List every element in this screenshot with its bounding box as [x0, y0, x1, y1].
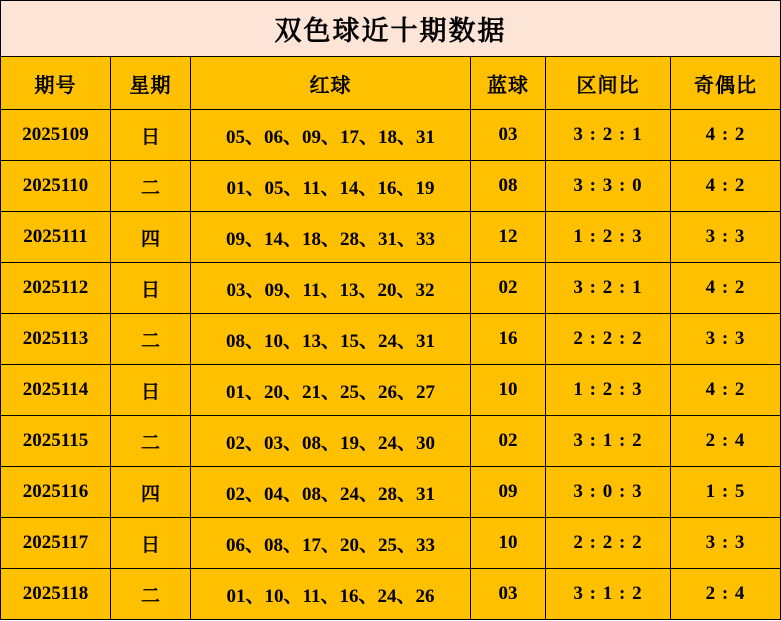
table-row	[1, 467, 781, 518]
cell-red-balls: 02、04、08、24、28、31	[191, 467, 471, 518]
cell-parity-ratio: 2 : 4	[671, 569, 781, 620]
cell-issue: 2025116	[1, 467, 111, 518]
cell-parity-ratio: 3 : 3	[671, 212, 781, 263]
table-row	[1, 314, 781, 365]
cell-red-balls: 08、10、13、15、24、31	[191, 314, 471, 365]
cell-week: 日	[111, 365, 191, 416]
cell-blue-ball: 12	[471, 212, 546, 263]
cell-parity-ratio: 4 : 2	[671, 110, 781, 161]
column-header-zone-ratio: 区间比	[546, 57, 671, 110]
table-row	[1, 263, 781, 314]
cell-red-balls: 02、03、08、19、24、30	[191, 416, 471, 467]
cell-blue-ball: 03	[471, 569, 546, 620]
title-row	[1, 1, 781, 57]
column-header-parity-ratio: 奇偶比	[671, 57, 781, 110]
table-row	[1, 161, 781, 212]
cell-blue-ball: 02	[471, 263, 546, 314]
cell-issue: 2025113	[1, 314, 111, 365]
cell-issue: 2025110	[1, 161, 111, 212]
cell-blue-ball: 03	[471, 110, 546, 161]
column-header-blue-ball: 蓝球	[471, 57, 546, 110]
cell-red-balls: 01、10、11、16、24、26	[191, 569, 471, 620]
cell-week: 四	[111, 212, 191, 263]
cell-issue: 2025114	[1, 365, 111, 416]
cell-issue: 2025112	[1, 263, 111, 314]
cell-blue-ball: 02	[471, 416, 546, 467]
cell-zone-ratio: 3 : 1 : 2	[546, 416, 671, 467]
cell-week: 四	[111, 467, 191, 518]
cell-week: 日	[111, 518, 191, 569]
table-header-row	[1, 57, 781, 110]
cell-issue: 2025111	[1, 212, 111, 263]
cell-zone-ratio: 2 : 2 : 2	[546, 518, 671, 569]
table-body	[1, 1, 781, 620]
column-header-red-balls: 红球	[191, 57, 471, 110]
cell-red-balls: 01、05、11、14、16、19	[191, 161, 471, 212]
cell-parity-ratio: 4 : 2	[671, 263, 781, 314]
cell-red-balls: 05、06、09、17、18、31	[191, 110, 471, 161]
table-row	[1, 569, 781, 620]
table-row	[1, 416, 781, 467]
cell-parity-ratio: 4 : 2	[671, 161, 781, 212]
cell-zone-ratio: 1 : 2 : 3	[546, 365, 671, 416]
cell-blue-ball: 10	[471, 365, 546, 416]
cell-red-balls: 01、20、21、25、26、27	[191, 365, 471, 416]
cell-issue: 2025115	[1, 416, 111, 467]
cell-parity-ratio: 3 : 3	[671, 314, 781, 365]
cell-parity-ratio: 1 : 5	[671, 467, 781, 518]
cell-zone-ratio: 1 : 2 : 3	[546, 212, 671, 263]
cell-issue: 2025109	[1, 110, 111, 161]
page-title: 双色球近十期数据	[1, 1, 781, 57]
cell-issue: 2025118	[1, 569, 111, 620]
table-row	[1, 212, 781, 263]
cell-week: 日	[111, 110, 191, 161]
table-row	[1, 518, 781, 569]
cell-parity-ratio: 4 : 2	[671, 365, 781, 416]
cell-issue: 2025117	[1, 518, 111, 569]
cell-zone-ratio: 3 : 3 : 0	[546, 161, 671, 212]
cell-week: 二	[111, 161, 191, 212]
cell-zone-ratio: 3 : 1 : 2	[546, 569, 671, 620]
cell-zone-ratio: 3 : 0 : 3	[546, 467, 671, 518]
cell-blue-ball: 16	[471, 314, 546, 365]
table-row	[1, 365, 781, 416]
table-row	[1, 110, 781, 161]
cell-zone-ratio: 3 : 2 : 1	[546, 263, 671, 314]
cell-week: 二	[111, 416, 191, 467]
cell-blue-ball: 09	[471, 467, 546, 518]
cell-blue-ball: 08	[471, 161, 546, 212]
cell-zone-ratio: 3 : 2 : 1	[546, 110, 671, 161]
cell-red-balls: 03、09、11、13、20、32	[191, 263, 471, 314]
cell-blue-ball: 10	[471, 518, 546, 569]
cell-zone-ratio: 2 : 2 : 2	[546, 314, 671, 365]
cell-week: 日	[111, 263, 191, 314]
column-header-week: 星期	[111, 57, 191, 110]
column-header-issue: 期号	[1, 57, 111, 110]
cell-parity-ratio: 3 : 3	[671, 518, 781, 569]
cell-week: 二	[111, 314, 191, 365]
cell-week: 二	[111, 569, 191, 620]
cell-red-balls: 09、14、18、28、31、33	[191, 212, 471, 263]
cell-red-balls: 06、08、17、20、25、33	[191, 518, 471, 569]
cell-parity-ratio: 2 : 4	[671, 416, 781, 467]
